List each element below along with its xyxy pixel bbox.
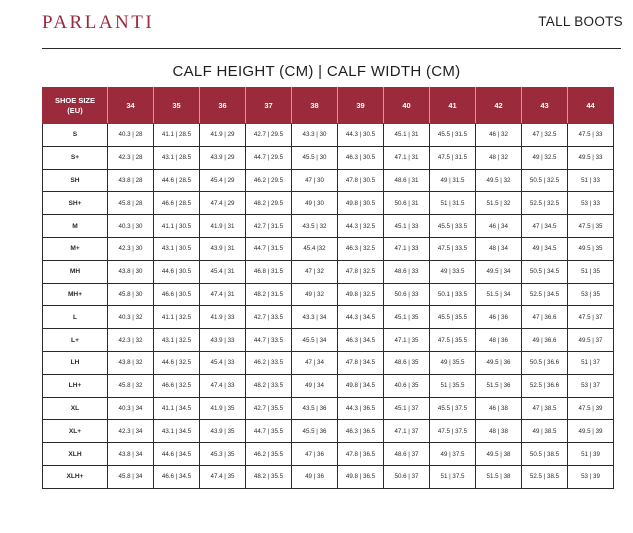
table-cell: 46.2 | 29.5 bbox=[246, 169, 292, 192]
table-cell: 51.5 | 36 bbox=[476, 374, 522, 397]
shoe-size-header bbox=[43, 88, 108, 124]
table-cell: 49 | 31.5 bbox=[430, 169, 476, 192]
table-cell: 47.8 | 32.5 bbox=[338, 260, 384, 283]
table-cell: 46.3 | 30.5 bbox=[338, 146, 384, 169]
table-cell: 49 | 32.5 bbox=[522, 146, 568, 169]
column-header-eu-size: 41 bbox=[430, 88, 476, 124]
table-cell: 46 | 34 bbox=[476, 215, 522, 238]
table-row bbox=[43, 237, 614, 260]
table-row bbox=[43, 215, 614, 238]
table-cell: 51 | 39 bbox=[568, 443, 614, 466]
table-cell: 51.5 | 38 bbox=[476, 465, 522, 488]
table-cell: 51 | 31.5 bbox=[430, 192, 476, 215]
row-size-label: M bbox=[43, 215, 108, 238]
table-cell: 46 | 32 bbox=[476, 124, 522, 147]
table-cell: 45.1 | 33 bbox=[384, 215, 430, 238]
table-cell: 45.5 | 33.5 bbox=[430, 215, 476, 238]
table-cell: 46.2 | 33.5 bbox=[246, 351, 292, 374]
table-cell: 48.6 | 31 bbox=[384, 169, 430, 192]
column-header-eu-size: 38 bbox=[292, 88, 338, 124]
row-size-label: L bbox=[43, 306, 108, 329]
table-cell: 52.5 | 32.5 bbox=[522, 192, 568, 215]
table-cell: 45.5 | 31.5 bbox=[430, 124, 476, 147]
table-cell: 52.5 | 36.6 bbox=[522, 374, 568, 397]
table-cell: 46 | 36 bbox=[476, 306, 522, 329]
table-cell: 48 | 32 bbox=[476, 146, 522, 169]
table-cell: 43.1 | 34.5 bbox=[154, 420, 200, 443]
table-cell: 45.8 | 32 bbox=[108, 374, 154, 397]
row-size-label: MH bbox=[43, 260, 108, 283]
table-cell: 44.3 | 34.5 bbox=[338, 306, 384, 329]
table-cell: 50.6 | 37 bbox=[384, 465, 430, 488]
table-cell: 43.8 | 34 bbox=[108, 443, 154, 466]
table-cell: 47.8 | 36.5 bbox=[338, 443, 384, 466]
table-cell: 47.1 | 31 bbox=[384, 146, 430, 169]
table-cell: 40.3 | 34 bbox=[108, 397, 154, 420]
table-cell: 46.3 | 36.5 bbox=[338, 420, 384, 443]
table-row bbox=[43, 283, 614, 306]
table-cell: 45.1 | 37 bbox=[384, 397, 430, 420]
table-cell: 41.1 | 32.5 bbox=[154, 306, 200, 329]
table-cell: 47 | 36.6 bbox=[522, 306, 568, 329]
table-cell: 49 | 36.6 bbox=[522, 329, 568, 352]
table-cell: 47.8 | 34.5 bbox=[338, 351, 384, 374]
table-cell: 45.5 | 30 bbox=[292, 146, 338, 169]
table-cell: 44.3 | 36.5 bbox=[338, 397, 384, 420]
header-row bbox=[43, 88, 614, 124]
table-cell: 47.1 | 33 bbox=[384, 237, 430, 260]
table-cell: 45.4 | 31 bbox=[200, 260, 246, 283]
table-row bbox=[43, 443, 614, 466]
table-cell: 43.3 | 34 bbox=[292, 306, 338, 329]
table-cell: 53 | 37 bbox=[568, 374, 614, 397]
table-cell: 47 | 38.5 bbox=[522, 397, 568, 420]
table-cell: 47.8 | 30.5 bbox=[338, 169, 384, 192]
table-cell: 44.7 | 33.5 bbox=[246, 329, 292, 352]
table-cell: 45.5 | 35.5 bbox=[430, 306, 476, 329]
table-cell: 43.8 | 28 bbox=[108, 169, 154, 192]
table-cell: 46.6 | 30.5 bbox=[154, 283, 200, 306]
table-cell: 51.5 | 34 bbox=[476, 283, 522, 306]
row-size-label: XLH+ bbox=[43, 465, 108, 488]
table-cell: 49.5 | 38 bbox=[476, 443, 522, 466]
table-cell: 44.6 | 28.5 bbox=[154, 169, 200, 192]
table-cell: 49.8 | 36.5 bbox=[338, 465, 384, 488]
table-cell: 46 | 38 bbox=[476, 397, 522, 420]
table-cell: 47 | 34.5 bbox=[522, 215, 568, 238]
table-cell: 49.5 | 35 bbox=[568, 237, 614, 260]
table-cell: 43.3 | 30 bbox=[292, 124, 338, 147]
column-header-eu-size: 43 bbox=[522, 88, 568, 124]
table-cell: 51 | 33 bbox=[568, 169, 614, 192]
column-header-eu-size: 34 bbox=[108, 88, 154, 124]
table-cell: 49.5 | 33 bbox=[568, 146, 614, 169]
table-cell: 48.6 | 35 bbox=[384, 351, 430, 374]
table-cell: 47.5 | 37 bbox=[568, 306, 614, 329]
table-cell: 47.5 | 33 bbox=[568, 124, 614, 147]
table-cell: 41.1 | 28.5 bbox=[154, 124, 200, 147]
table-row bbox=[43, 169, 614, 192]
table-cell: 49.8 | 34.5 bbox=[338, 374, 384, 397]
table-cell: 41.1 | 34.5 bbox=[154, 397, 200, 420]
row-size-label: XL bbox=[43, 397, 108, 420]
table-cell: 46.3 | 34.5 bbox=[338, 329, 384, 352]
table-cell: 47.5 | 31.5 bbox=[430, 146, 476, 169]
table-cell: 49.5 | 37 bbox=[568, 329, 614, 352]
table-cell: 47.5 | 33.5 bbox=[430, 237, 476, 260]
section-title: TALL BOOTS bbox=[538, 14, 623, 29]
table-cell: 50.6 | 33 bbox=[384, 283, 430, 306]
table-cell: 43.9 | 29 bbox=[200, 146, 246, 169]
size-chart-header bbox=[43, 88, 614, 124]
row-size-label: S+ bbox=[43, 146, 108, 169]
column-header-eu-size: 44 bbox=[568, 88, 614, 124]
row-size-label: SH+ bbox=[43, 192, 108, 215]
table-cell: 48.2 | 35.5 bbox=[246, 465, 292, 488]
table-cell: 47.4 | 35 bbox=[200, 465, 246, 488]
table-cell: 44.7 | 35.5 bbox=[246, 420, 292, 443]
table-cell: 43.9 | 33 bbox=[200, 329, 246, 352]
table-cell: 47.4 | 33 bbox=[200, 374, 246, 397]
table-cell: 41.9 | 33 bbox=[200, 306, 246, 329]
size-chart-body bbox=[43, 124, 614, 489]
size-chart-table bbox=[42, 87, 614, 489]
table-cell: 51 | 37.5 bbox=[430, 465, 476, 488]
table-cell: 46.8 | 31.5 bbox=[246, 260, 292, 283]
table-cell: 49 | 32 bbox=[292, 283, 338, 306]
table-cell: 49 | 34.5 bbox=[522, 237, 568, 260]
table-cell: 45.4 | 33 bbox=[200, 351, 246, 374]
table-cell: 49 | 36 bbox=[292, 465, 338, 488]
table-cell: 42.7 | 31.5 bbox=[246, 215, 292, 238]
table-cell: 41.9 | 35 bbox=[200, 397, 246, 420]
table-cell: 47.4 | 31 bbox=[200, 283, 246, 306]
size-chart-title: CALF HEIGHT (CM) | CALF WIDTH (CM) bbox=[172, 63, 461, 80]
table-row bbox=[43, 397, 614, 420]
table-cell: 44.6 | 34.5 bbox=[154, 443, 200, 466]
table-cell: 42.3 | 32 bbox=[108, 329, 154, 352]
table-cell: 51 | 35.5 bbox=[430, 374, 476, 397]
table-cell: 46.6 | 34.5 bbox=[154, 465, 200, 488]
table-cell: 40.6 | 35 bbox=[384, 374, 430, 397]
table-cell: 45.8 | 30 bbox=[108, 283, 154, 306]
column-header-eu-size: 37 bbox=[246, 88, 292, 124]
table-cell: 51 | 35 bbox=[568, 260, 614, 283]
table-cell: 42.3 | 28 bbox=[108, 146, 154, 169]
row-size-label: S bbox=[43, 124, 108, 147]
table-cell: 43.8 | 32 bbox=[108, 351, 154, 374]
table-cell: 47 | 32 bbox=[292, 260, 338, 283]
table-cell: 49 | 37.5 bbox=[430, 443, 476, 466]
table-row bbox=[43, 374, 614, 397]
column-header-eu-size: 35 bbox=[154, 88, 200, 124]
table-cell: 44.6 | 30.5 bbox=[154, 260, 200, 283]
table-cell: 47.5 | 35 bbox=[568, 215, 614, 238]
brand-logo[interactable]: PARLANTI bbox=[42, 12, 155, 33]
table-cell: 41.9 | 29 bbox=[200, 124, 246, 147]
table-cell: 46.6 | 32.5 bbox=[154, 374, 200, 397]
table-row bbox=[43, 124, 614, 147]
table-cell: 49 | 30 bbox=[292, 192, 338, 215]
table-cell: 41.9 | 31 bbox=[200, 215, 246, 238]
table-cell: 48.2 | 33.5 bbox=[246, 374, 292, 397]
table-cell: 47.5 | 35.5 bbox=[430, 329, 476, 352]
table-cell: 47.5 | 39 bbox=[568, 397, 614, 420]
table-row bbox=[43, 260, 614, 283]
table-cell: 49.5 | 36 bbox=[476, 351, 522, 374]
table-cell: 46.2 | 35.5 bbox=[246, 443, 292, 466]
table-cell: 50.1 | 33.5 bbox=[430, 283, 476, 306]
table-cell: 45.8 | 34 bbox=[108, 465, 154, 488]
table-cell: 42.7 | 33.5 bbox=[246, 306, 292, 329]
table-cell: 50.5 | 34.5 bbox=[522, 260, 568, 283]
table-cell: 43.8 | 30 bbox=[108, 260, 154, 283]
table-cell: 47 | 30 bbox=[292, 169, 338, 192]
row-size-label: XL+ bbox=[43, 420, 108, 443]
table-cell: 49 | 33.5 bbox=[430, 260, 476, 283]
table-cell: 53 | 33 bbox=[568, 192, 614, 215]
table-cell: 44.3 | 32.5 bbox=[338, 215, 384, 238]
table-cell: 48.2 | 31.5 bbox=[246, 283, 292, 306]
table-cell: 49.5 | 32 bbox=[476, 169, 522, 192]
table-cell: 47.1 | 37 bbox=[384, 420, 430, 443]
table-cell: 48 | 34 bbox=[476, 237, 522, 260]
table-cell: 40.3 | 28 bbox=[108, 124, 154, 147]
table-cell: 52.5 | 38.5 bbox=[522, 465, 568, 488]
table-cell: 47 | 34 bbox=[292, 351, 338, 374]
table-cell: 53 | 35 bbox=[568, 283, 614, 306]
table-cell: 45.4 | 29 bbox=[200, 169, 246, 192]
table-cell: 49 | 34 bbox=[292, 374, 338, 397]
table-cell: 43.1 | 32.5 bbox=[154, 329, 200, 352]
table-row bbox=[43, 192, 614, 215]
table-cell: 51.5 | 32 bbox=[476, 192, 522, 215]
table-cell: 48 | 38 bbox=[476, 420, 522, 443]
row-size-label: LH bbox=[43, 351, 108, 374]
table-cell: 40.3 | 32 bbox=[108, 306, 154, 329]
table-cell: 49.5 | 34 bbox=[476, 260, 522, 283]
column-header-eu-size: 36 bbox=[200, 88, 246, 124]
table-row bbox=[43, 351, 614, 374]
row-size-label: LH+ bbox=[43, 374, 108, 397]
table-cell: 47 | 36 bbox=[292, 443, 338, 466]
table-cell: 45.4 |32 bbox=[292, 237, 338, 260]
table-cell: 43.5 | 32 bbox=[292, 215, 338, 238]
table-cell: 41.1 | 30.5 bbox=[154, 215, 200, 238]
table-cell: 43.9 | 31 bbox=[200, 237, 246, 260]
table-cell: 48 | 36 bbox=[476, 329, 522, 352]
table-cell: 52.5 | 34.5 bbox=[522, 283, 568, 306]
table-cell: 45.1 | 31 bbox=[384, 124, 430, 147]
table-cell: 43.1 | 28.5 bbox=[154, 146, 200, 169]
table-cell: 50.6 | 31 bbox=[384, 192, 430, 215]
table-cell: 43.5 | 36 bbox=[292, 397, 338, 420]
table-cell: 46.6 | 28.5 bbox=[154, 192, 200, 215]
table-cell: 42.7 | 29.5 bbox=[246, 124, 292, 147]
table-cell: 42.3 | 30 bbox=[108, 237, 154, 260]
table-cell: 50.5 | 38.5 bbox=[522, 443, 568, 466]
row-size-label: MH+ bbox=[43, 283, 108, 306]
table-row bbox=[43, 420, 614, 443]
table-row bbox=[43, 306, 614, 329]
table-cell: 40.3 | 30 bbox=[108, 215, 154, 238]
table-cell: 48.6 | 33 bbox=[384, 260, 430, 283]
table-cell: 47 | 32.5 bbox=[522, 124, 568, 147]
column-header-eu-size: 42 bbox=[476, 88, 522, 124]
table-cell: 46.3 | 32.5 bbox=[338, 237, 384, 260]
header-divider bbox=[42, 48, 621, 49]
table-cell: 47.5 | 37.5 bbox=[430, 420, 476, 443]
column-header-eu-size: 40 bbox=[384, 88, 430, 124]
shoe-size-header-unit: (EU) bbox=[67, 105, 83, 115]
table-cell: 43.1 | 30.5 bbox=[154, 237, 200, 260]
table-cell: 45.5 | 37.5 bbox=[430, 397, 476, 420]
table-row bbox=[43, 146, 614, 169]
table-cell: 48.2 | 29.5 bbox=[246, 192, 292, 215]
table-cell: 45.5 | 34 bbox=[292, 329, 338, 352]
table-cell: 47.4 | 29 bbox=[200, 192, 246, 215]
table-cell: 49 | 38.5 bbox=[522, 420, 568, 443]
shoe-size-header-label: SHOE SIZE bbox=[54, 95, 95, 105]
table-cell: 49.8 | 30.5 bbox=[338, 192, 384, 215]
table-cell: 53 | 39 bbox=[568, 465, 614, 488]
table-cell: 45.1 | 35 bbox=[384, 306, 430, 329]
row-size-label: SH bbox=[43, 169, 108, 192]
table-cell: 48.6 | 37 bbox=[384, 443, 430, 466]
row-size-label: XLH bbox=[43, 443, 108, 466]
table-cell: 50.5 | 32.5 bbox=[522, 169, 568, 192]
table-cell: 50.5 | 36.6 bbox=[522, 351, 568, 374]
row-size-label: L+ bbox=[43, 329, 108, 352]
table-cell: 45.3 | 35 bbox=[200, 443, 246, 466]
table-row bbox=[43, 465, 614, 488]
column-header-eu-size: 39 bbox=[338, 88, 384, 124]
table-cell: 43.9 | 35 bbox=[200, 420, 246, 443]
table-cell: 51 | 37 bbox=[568, 351, 614, 374]
table-cell: 44.3 | 30.5 bbox=[338, 124, 384, 147]
table-cell: 49 | 35.5 bbox=[430, 351, 476, 374]
table-cell: 49.5 | 39 bbox=[568, 420, 614, 443]
table-cell: 47.1 | 35 bbox=[384, 329, 430, 352]
row-size-label: M+ bbox=[43, 237, 108, 260]
table-cell: 45.8 | 28 bbox=[108, 192, 154, 215]
table-row bbox=[43, 329, 614, 352]
table-cell: 45.5 | 36 bbox=[292, 420, 338, 443]
table-cell: 44.7 | 29.5 bbox=[246, 146, 292, 169]
table-cell: 49.8 | 32.5 bbox=[338, 283, 384, 306]
table-cell: 44.6 | 32.5 bbox=[154, 351, 200, 374]
table-cell: 42.7 | 35.5 bbox=[246, 397, 292, 420]
table-cell: 44.7 | 31.5 bbox=[246, 237, 292, 260]
table-cell: 42.3 | 34 bbox=[108, 420, 154, 443]
